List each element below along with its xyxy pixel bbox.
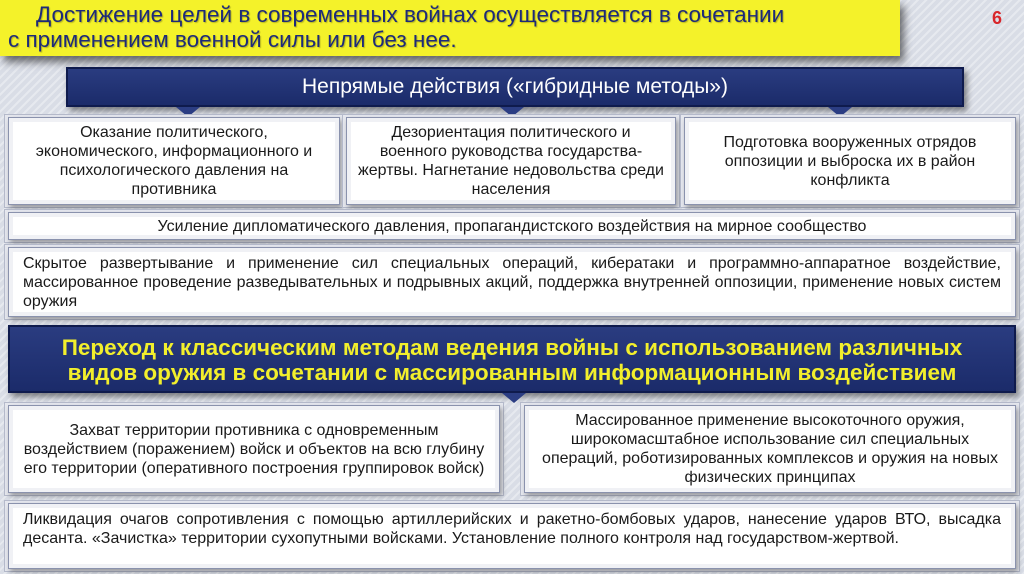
indirect-wide-covert: Скрытое развертывание и применение сил специальных операций, кибератаки и программно-аппаратное воздействие, массированное проведение разведывательных и подрывных акций, поддержка внутренней оппозиции, применение новых систем оружия [8, 247, 1016, 317]
title-banner [0, 0, 900, 56]
indirect-box-pressure: Оказание политического, экономического, информационного и психологического давления на противника [8, 117, 340, 205]
slide-title-line1: Достижение целей в современных войнах осуществляется в сочетании [36, 2, 785, 27]
indirect-actions-heading: Непрямые действия («гибридные методы») [66, 67, 964, 107]
classic-methods-heading [8, 325, 1016, 393]
indirect-wide-diplomatic: Усиление дипломатического давления, пропагандистского воздействия на мирное сообщество [8, 212, 1016, 240]
slide-title-line2: с применением военной силы или без нее. [8, 27, 457, 52]
page-number: 6 [992, 8, 1003, 28]
classic-heading-line1: Переход к классическим методам ведения войны с использованием различных [61, 335, 963, 360]
indirect-box-disorientation: Дезориентация политического и военного руководства государства-жертвы. Нагнетание недовольства среди населения [346, 117, 676, 205]
classic-box-precision-weapons: Массированное применение высокоточного оружия, широкомасштабное использование сил специальных операций, роботизированных комплексов и оружия на новых физических принципах [524, 405, 1016, 493]
indirect-box-armed-groups: Подготовка вооруженных отрядов оппозиции и выброска их в район конфликта [684, 117, 1016, 205]
classic-box-territory: Захват территории противника с одновременным воздействием (поражением) войск и объектов на всю глубину его территории (оперативного построения группировок войск) [8, 405, 500, 493]
classic-heading-line2: видов оружия в сочетании с массированным информационным воздействием [67, 360, 957, 385]
classic-wide-elimination: Ликвидация очагов сопротивления с помощью артиллерийских и ракетно-бомбовых ударов, нанесение ударов ВТО, высадка десанта. «Зачистка» территории сухопутными войсками. Установление полного контроля над государством-жертвой. [8, 503, 1016, 569]
